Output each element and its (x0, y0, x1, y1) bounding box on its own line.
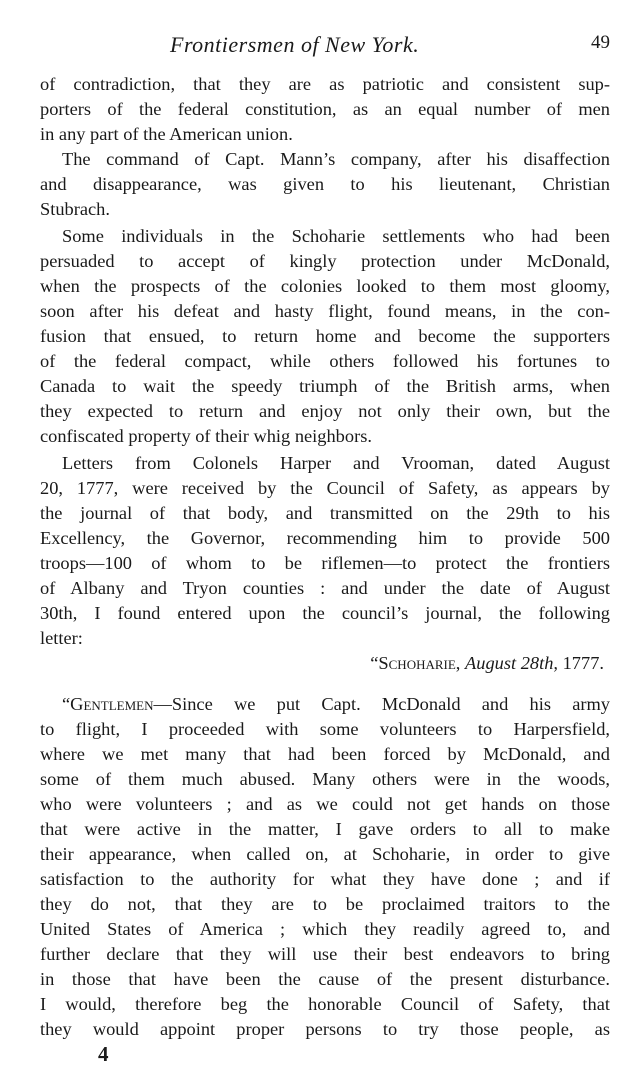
text-line: of the federal compact, while others followed his fortunes to (40, 351, 610, 371)
letter-line: further declare that they will use their best endeavors to bring (40, 944, 610, 964)
letter-line: that were active in the matter, I gave orders to all to make (40, 819, 610, 839)
dateline-open-quote: “ (370, 653, 379, 673)
letter-open-quote: “ (62, 694, 71, 714)
text-line: of contradiction, that they are as patriotic and consistent sup- (40, 74, 610, 94)
text-line: fusion that ensued, to return home and become the supporters (40, 326, 610, 346)
text-line: Letters from Colonels Harper and Vrooman, dated August (62, 453, 610, 473)
text-line: porters of the federal constitution, as an equal number of men (40, 99, 610, 119)
letter-first-line (62, 692, 610, 716)
page-number: 49 (591, 32, 610, 53)
letter-line: in those that have been the cause of the present disturbance. (40, 969, 610, 989)
text-line: they expected to return and enjoy not only their own, but the (40, 401, 610, 421)
letter-line: I would, therefore beg the honorable Council of Safety, that (40, 994, 610, 1014)
text-line: Excellency, the Governor, recommending him to provide 500 (40, 528, 610, 548)
dateline-place: Schoharie, (378, 653, 461, 673)
text-line: 20, 1777, were received by the Council of Safety, as appears by (40, 478, 610, 498)
letter-line: United States of America ; which they readily agreed to, and (40, 919, 610, 939)
text-line: Stubrach. (40, 199, 110, 219)
text-line: confiscated property of their whig neighbors. (40, 426, 372, 446)
letter-line: some of them much abused. Many others were in the woods, (40, 769, 610, 789)
text-line: and disappearance, was given to his lieutenant, Christian (40, 174, 610, 194)
signature-mark: 4 (98, 1042, 109, 1066)
text-line: the journal of that body, and transmitted on the 29th to his (40, 503, 610, 523)
page-header (40, 28, 610, 58)
text-line: Canada to wait the speedy triumph of the British arms, when (40, 376, 610, 396)
letter-salutation: Gentlemen (70, 694, 154, 714)
letter-line: to flight, I proceeded with some volunteers to Harpersfield, (40, 719, 610, 739)
text-line: The command of Capt. Mann’s company, after his disaffection (62, 149, 610, 169)
text-line: troops—100 of whom to be riflemen—to protect the frontiers (40, 553, 610, 573)
letter-line: who were volunteers ; and as we could not get hands on those (40, 794, 610, 814)
text-line: Some individuals in the Schoharie settlements who had been (62, 226, 610, 246)
running-title: Frontiersmen of New York. (170, 32, 420, 57)
text-line: letter: (40, 628, 83, 648)
letter-line: satisfaction to the authority for what they have done ; and if (40, 869, 610, 889)
letter-first-line-text: —Since we put Capt. McDonald and his army (153, 694, 610, 714)
text-line: persuaded to accept of kingly protection under McDonald, (40, 251, 610, 271)
letter-line: they would appoint proper persons to try those people, as (40, 1019, 610, 1039)
text-line: 30th, I found entered upon the council’s journal, the following (40, 603, 610, 623)
text-line: in any part of the American union. (40, 124, 293, 144)
dateline-date: August 28th, (465, 653, 558, 673)
letter-line: where we met many that had been forced by McDonald, and (40, 744, 610, 764)
letter-line: they do not, that they are to be proclaimed traitors to the (40, 894, 610, 914)
text-line: of Albany and Tryon counties : and under the date of August (40, 578, 610, 598)
text-line: soon after his defeat and hasty flight, found means, in the con- (40, 301, 610, 321)
letter-line: their appearance, when called on, at Schoharie, in order to give (40, 844, 610, 864)
text-line: when the prospects of the colonies looked to them most gloomy, (40, 276, 610, 296)
dateline-year: 1777. (562, 653, 604, 673)
letter-dateline (370, 651, 604, 675)
